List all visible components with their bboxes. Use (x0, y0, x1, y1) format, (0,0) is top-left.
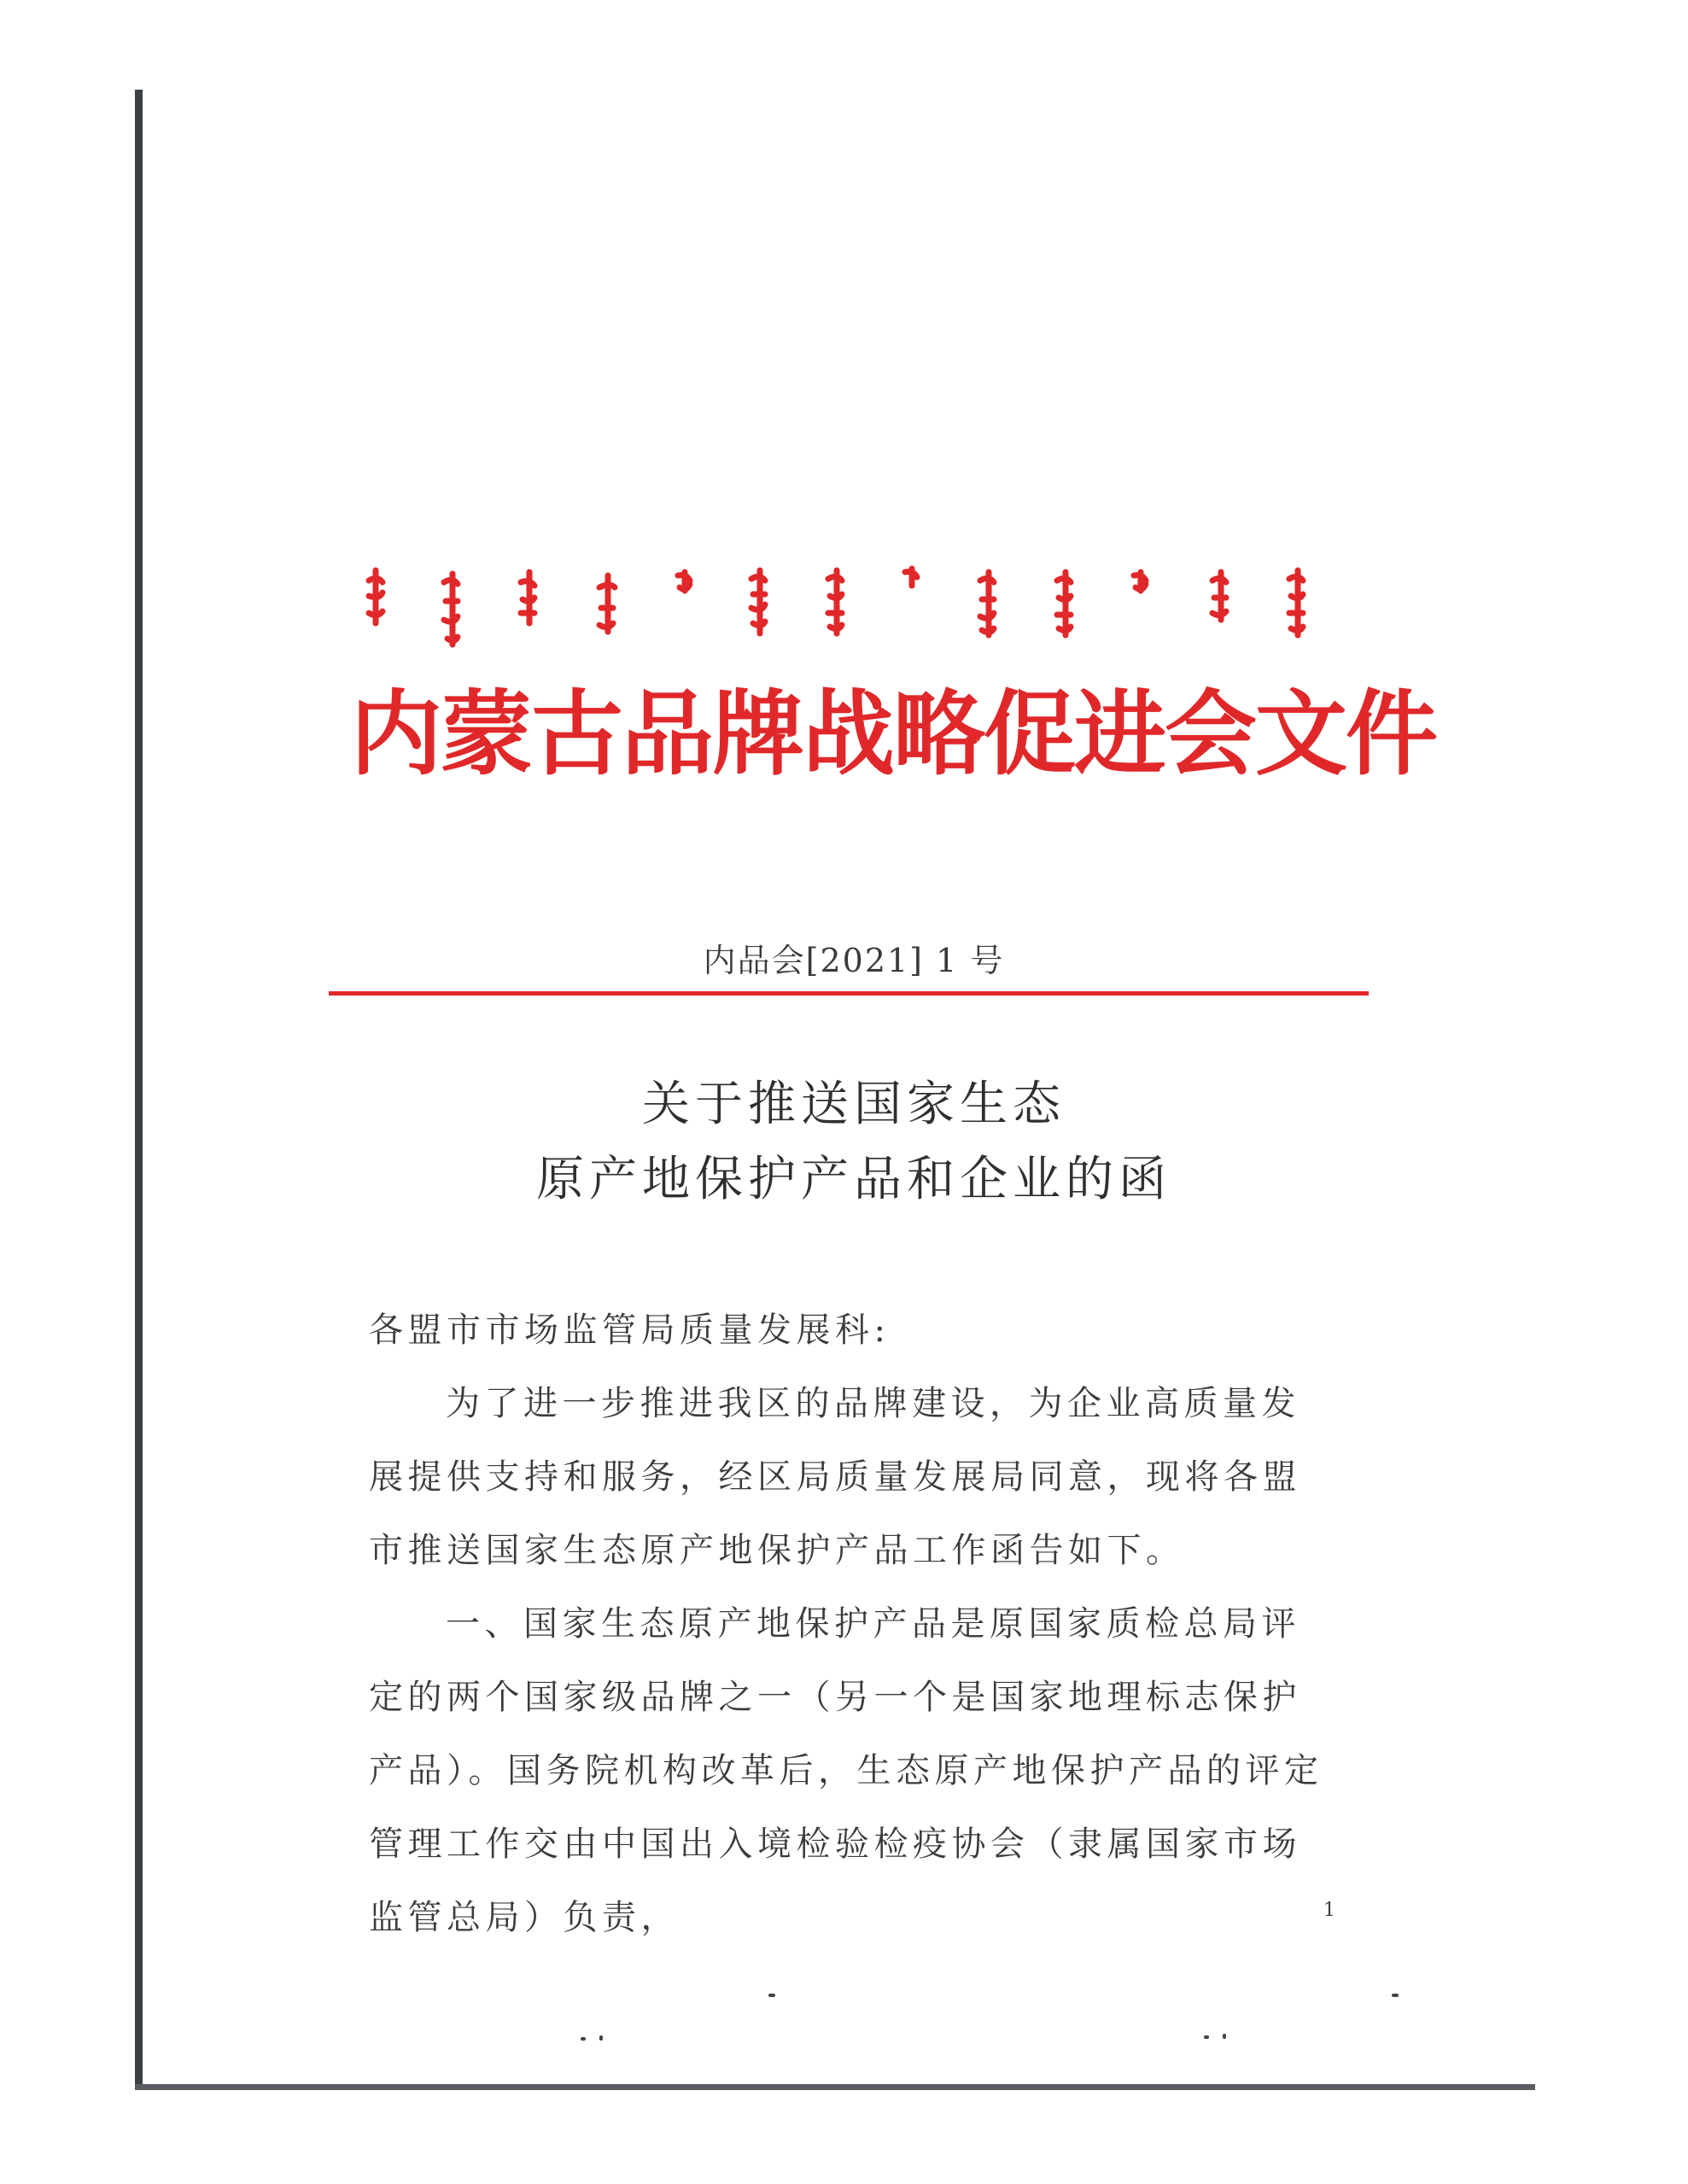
scan-speck (1392, 1994, 1399, 1997)
scan-left-edge (135, 90, 143, 2090)
red-separator-line (329, 991, 1369, 996)
scan-speck (599, 2035, 603, 2041)
scan-speck (768, 1994, 775, 1997)
scan-speck (581, 2037, 586, 2041)
mongolian-script-image (359, 564, 1340, 657)
letter-title (427, 1067, 1281, 1218)
mongolian-script-header (359, 564, 1340, 657)
paragraph-1: 为了进一步推进我区的品牌建设，为企业高质量发展提供支持和服务，经区局质量发展局同意，现将各盟市推送国家生态原产地保护产品工作函告如下。 (369, 1384, 1301, 1570)
scan-speck (1204, 2035, 1209, 2039)
letter-body (369, 1293, 1334, 1954)
scan-bottom-edge (135, 2084, 1535, 2090)
salutation: 各盟市市场监管局质量发展科: (369, 1311, 891, 1350)
page-number: 1 (1323, 1900, 1335, 1921)
org-document-title: 内蒙古品牌战略促进会文件 (350, 680, 1437, 788)
letter-title-line-2: 原产地保护产品和企业的函 (536, 1152, 1171, 1207)
paragraph-2: 一、国家生态原产地保护产品是原国家质检总局评定的两个国家级品牌之一（另一个是国家地理标志保护产品）。国务院机构改革后，生态原产地保护产品的评定管理工作交由中国出入境检验检疫协会（隶属国家市场监管总局）负责， (369, 1604, 1323, 1937)
letter-title-line-1: 关于推送国家生态 (642, 1077, 1066, 1132)
scan-speck (1223, 2034, 1226, 2039)
document-number: 内品会[2021] 1 号 (703, 942, 1005, 979)
